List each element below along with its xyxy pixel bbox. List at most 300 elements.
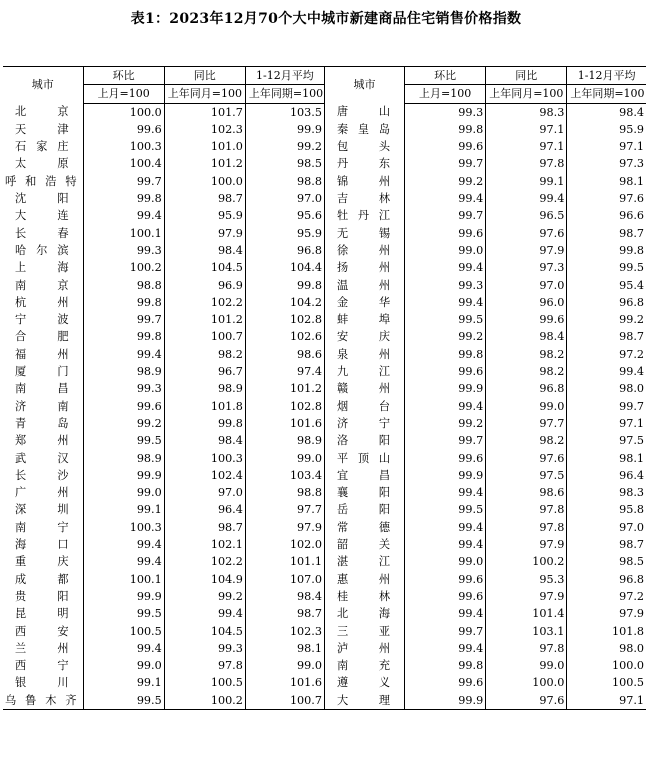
mom-value: 99.6 [405, 138, 486, 155]
table-row [3, 467, 646, 484]
avg-value: 97.9 [619, 607, 644, 621]
city-name: 哈尔滨 [3, 242, 83, 259]
table-row [3, 415, 646, 432]
yoy-value: 102.1 [164, 536, 245, 553]
table-row [3, 346, 646, 363]
mom-value: 99.4 [83, 640, 164, 657]
yoy-value: 97.8 [486, 501, 567, 518]
yoy-value: 97.0 [164, 484, 245, 501]
table-row [3, 484, 646, 501]
mom-value: 99.0 [83, 657, 164, 674]
city-name: 宁波 [3, 311, 83, 328]
city-name: 海口 [3, 536, 83, 553]
city-name: 常德 [324, 519, 404, 536]
mom-value: 98.9 [83, 363, 164, 380]
table-row [3, 155, 646, 172]
table-row [3, 432, 646, 449]
mom-value: 100.3 [83, 138, 164, 155]
table-row [3, 121, 646, 138]
avg-value: 96.8 [619, 572, 644, 586]
mom-value: 99.7 [83, 311, 164, 328]
city-name: 包头 [324, 138, 404, 155]
avg-value: 97.1 [567, 692, 646, 710]
yoy-value: 96.8 [486, 380, 567, 397]
yoy-value: 98.4 [164, 432, 245, 449]
avg-column-header-2: 1-12月平均 [567, 67, 646, 85]
city-name: 郑州 [3, 432, 83, 449]
city-name: 济宁 [324, 415, 404, 432]
mom-value: 99.6 [405, 588, 486, 605]
mom-value: 100.1 [83, 225, 164, 242]
avg-value: 97.3 [619, 157, 644, 171]
mom-value: 99.5 [405, 311, 486, 328]
yoy-value: 101.2 [164, 311, 245, 328]
city-name: 丹东 [324, 155, 404, 172]
mom-value: 99.8 [83, 328, 164, 345]
avg-value: 98.1 [619, 174, 644, 188]
yoy-value: 97.6 [486, 450, 567, 467]
yoy-value: 97.8 [164, 657, 245, 674]
avg-value: 99.9 [245, 121, 324, 138]
table-row [3, 605, 646, 622]
mom-value: 99.5 [83, 605, 164, 622]
yoy-value: 102.3 [164, 121, 245, 138]
city-name: 岳阳 [324, 501, 404, 518]
table-row [3, 450, 646, 467]
avg-value: 95.9 [245, 225, 324, 242]
city-column-header: 城市 [3, 67, 83, 104]
yoy-value: 97.8 [486, 640, 567, 657]
yoy-value: 97.7 [486, 415, 567, 432]
city-name: 长沙 [3, 467, 83, 484]
price-index-table [3, 66, 646, 710]
city-name: 金华 [324, 294, 404, 311]
yoy-column-header: 同比 [164, 67, 245, 85]
mom-column-header: 环比 [83, 67, 164, 85]
mom-value: 99.4 [83, 346, 164, 363]
city-name: 呼和浩特 [3, 173, 83, 190]
avg-value: 99.2 [619, 313, 644, 327]
city-name: 杭州 [3, 294, 83, 311]
mom-value: 99.6 [83, 398, 164, 415]
table-row [3, 138, 646, 155]
mom-value: 99.7 [405, 207, 486, 224]
avg-base-label: 上年同期=100 [245, 85, 324, 103]
yoy-value: 98.7 [164, 190, 245, 207]
city-name: 洛阳 [324, 432, 404, 449]
avg-value: 97.4 [245, 363, 324, 380]
avg-value: 103.5 [245, 103, 324, 121]
mom-value: 100.4 [83, 155, 164, 172]
yoy-value: 96.5 [486, 207, 567, 224]
yoy-value: 96.0 [486, 294, 567, 311]
yoy-value: 98.4 [486, 328, 567, 345]
table-row [3, 363, 646, 380]
avg-value: 100.0 [611, 659, 644, 673]
mom-value: 99.6 [405, 225, 486, 242]
mom-value: 99.6 [405, 674, 486, 691]
yoy-value: 97.1 [486, 121, 567, 138]
avg-value: 101.8 [611, 624, 644, 638]
city-name: 银川 [3, 674, 83, 691]
yoy-value: 101.0 [164, 138, 245, 155]
avg-value: 107.0 [245, 571, 324, 588]
city-name: 青岛 [3, 415, 83, 432]
avg-value: 102.8 [245, 311, 324, 328]
yoy-value: 96.9 [164, 277, 245, 294]
avg-value: 95.9 [619, 122, 644, 136]
yoy-value: 99.2 [164, 588, 245, 605]
mom-value: 98.9 [83, 450, 164, 467]
mom-value: 99.6 [405, 363, 486, 380]
avg-value: 96.8 [245, 242, 324, 259]
yoy-value: 102.2 [164, 553, 245, 570]
yoy-value: 99.4 [486, 190, 567, 207]
yoy-value: 102.2 [164, 294, 245, 311]
avg-value: 97.1 [619, 416, 644, 430]
avg-value: 95.4 [619, 278, 644, 292]
table-row [3, 398, 646, 415]
avg-value: 103.4 [245, 467, 324, 484]
city-name: 西宁 [3, 657, 83, 674]
city-name: 大连 [3, 207, 83, 224]
table-row [3, 259, 646, 276]
yoy-value: 96.7 [164, 363, 245, 380]
city-name: 湛江 [324, 553, 404, 570]
avg-value: 99.8 [245, 277, 324, 294]
yoy-value: 99.1 [486, 173, 567, 190]
avg-value: 97.5 [619, 434, 644, 448]
avg-value: 99.0 [245, 657, 324, 674]
city-name: 贵阳 [3, 588, 83, 605]
table-row [3, 242, 646, 259]
city-name: 北海 [324, 605, 404, 622]
city-name: 长春 [3, 225, 83, 242]
table-title: 表1：2023年12月70个大中城市新建商品住宅销售价格指数 [130, 11, 522, 27]
yoy-value: 97.6 [486, 225, 567, 242]
avg-value: 98.4 [619, 105, 644, 119]
avg-value: 99.4 [619, 365, 644, 379]
yoy-base-label-2: 上年同月=100 [486, 85, 567, 103]
table-row [3, 623, 646, 640]
avg-value: 97.9 [245, 519, 324, 536]
mom-value: 99.3 [405, 277, 486, 294]
yoy-value: 98.2 [486, 363, 567, 380]
avg-value: 98.5 [619, 555, 644, 569]
city-name: 福州 [3, 346, 83, 363]
table-row [3, 588, 646, 605]
avg-value: 98.7 [619, 226, 644, 240]
mom-value: 99.2 [405, 328, 486, 345]
yoy-value: 101.8 [164, 398, 245, 415]
mom-value: 99.4 [405, 605, 486, 622]
table-row [3, 501, 646, 518]
yoy-value: 104.5 [164, 259, 245, 276]
avg-value: 101.6 [245, 415, 324, 432]
yoy-value: 97.6 [486, 692, 567, 710]
city-name: 唐山 [324, 103, 404, 121]
city-name: 南昌 [3, 380, 83, 397]
yoy-base-label: 上年同月=100 [164, 85, 245, 103]
city-name: 厦门 [3, 363, 83, 380]
mom-value: 99.8 [405, 121, 486, 138]
yoy-value: 102.4 [164, 467, 245, 484]
table-row [3, 674, 646, 691]
yoy-value: 98.2 [486, 346, 567, 363]
table-row [3, 207, 646, 224]
avg-value: 102.0 [245, 536, 324, 553]
city-name: 九江 [324, 363, 404, 380]
mom-value: 99.0 [405, 553, 486, 570]
mom-value: 98.8 [83, 277, 164, 294]
avg-value: 100.5 [611, 676, 644, 690]
yoy-value: 100.7 [164, 328, 245, 345]
city-name: 徐州 [324, 242, 404, 259]
city-name: 广州 [3, 484, 83, 501]
avg-base-label-2: 上年同期=100 [567, 85, 646, 103]
yoy-value: 98.3 [486, 103, 567, 121]
avg-value: 98.8 [245, 484, 324, 501]
city-name: 扬州 [324, 259, 404, 276]
city-name: 重庆 [3, 553, 83, 570]
table-row [3, 380, 646, 397]
avg-value: 101.6 [245, 674, 324, 691]
yoy-value: 95.3 [486, 571, 567, 588]
city-name: 沈阳 [3, 190, 83, 207]
yoy-value: 97.9 [486, 242, 567, 259]
yoy-value: 100.0 [486, 674, 567, 691]
city-name: 乌鲁木齐 [3, 692, 83, 710]
mom-base-label-2: 上月=100 [405, 85, 486, 103]
mom-value: 99.9 [405, 692, 486, 710]
mom-value: 99.3 [83, 380, 164, 397]
avg-value: 98.5 [245, 155, 324, 172]
yoy-value: 96.4 [164, 501, 245, 518]
city-name: 兰州 [3, 640, 83, 657]
city-name: 上海 [3, 259, 83, 276]
yoy-value: 98.9 [164, 380, 245, 397]
table-row [3, 640, 646, 657]
city-name: 大理 [324, 692, 404, 710]
mom-value: 99.4 [405, 640, 486, 657]
table-row [3, 225, 646, 242]
mom-value: 100.5 [83, 623, 164, 640]
city-name: 武汉 [3, 450, 83, 467]
mom-value: 99.5 [83, 692, 164, 710]
avg-value: 98.1 [245, 640, 324, 657]
avg-value: 98.7 [619, 538, 644, 552]
mom-value: 100.1 [83, 571, 164, 588]
avg-value: 98.3 [619, 486, 644, 500]
yoy-value: 98.2 [164, 346, 245, 363]
city-name: 南充 [324, 657, 404, 674]
mom-value: 99.6 [405, 450, 486, 467]
yoy-value: 104.9 [164, 571, 245, 588]
mom-value: 99.3 [83, 242, 164, 259]
table-row [3, 328, 646, 345]
mom-value: 99.7 [83, 173, 164, 190]
avg-value: 98.0 [619, 641, 644, 655]
yoy-value: 97.9 [486, 536, 567, 553]
mom-value: 99.7 [405, 432, 486, 449]
avg-value: 98.6 [245, 346, 324, 363]
city-name: 吉林 [324, 190, 404, 207]
mom-value: 99.9 [83, 467, 164, 484]
city-name: 天津 [3, 121, 83, 138]
mom-value: 99.4 [405, 190, 486, 207]
yoy-value: 99.3 [164, 640, 245, 657]
yoy-value: 97.0 [486, 277, 567, 294]
yoy-value: 99.4 [164, 605, 245, 622]
avg-value: 99.8 [619, 243, 644, 257]
avg-value: 102.6 [245, 328, 324, 345]
avg-value: 98.1 [619, 451, 644, 465]
city-name: 泉州 [324, 346, 404, 363]
mom-value: 99.2 [83, 415, 164, 432]
city-name: 锦州 [324, 173, 404, 190]
city-name: 秦皇岛 [324, 121, 404, 138]
mom-base-label: 上月=100 [83, 85, 164, 103]
table-body [3, 103, 646, 709]
avg-value: 95.8 [619, 503, 644, 517]
avg-value: 102.3 [245, 623, 324, 640]
yoy-value: 101.4 [486, 605, 567, 622]
mom-value: 99.4 [405, 484, 486, 501]
yoy-value: 98.2 [486, 432, 567, 449]
mom-value: 99.0 [83, 484, 164, 501]
avg-value: 96.4 [619, 468, 644, 482]
avg-value: 96.8 [619, 295, 644, 309]
yoy-value: 95.9 [164, 207, 245, 224]
avg-value: 98.0 [619, 382, 644, 396]
yoy-value: 100.5 [164, 674, 245, 691]
city-name: 深圳 [3, 501, 83, 518]
table-row [3, 553, 646, 570]
mom-value: 100.0 [83, 103, 164, 121]
avg-value: 104.2 [245, 294, 324, 311]
yoy-column-header-2: 同比 [486, 67, 567, 85]
yoy-value: 98.6 [486, 484, 567, 501]
city-name: 韶关 [324, 536, 404, 553]
mom-value: 99.2 [405, 173, 486, 190]
avg-column-header: 1-12月平均 [245, 67, 324, 85]
yoy-value: 97.9 [486, 588, 567, 605]
yoy-value: 97.5 [486, 467, 567, 484]
city-name: 昆明 [3, 605, 83, 622]
table-row [3, 311, 646, 328]
mom-value: 99.7 [405, 155, 486, 172]
city-name: 南京 [3, 277, 83, 294]
city-name: 襄阳 [324, 484, 404, 501]
city-name: 太原 [3, 155, 83, 172]
yoy-value: 97.8 [486, 155, 567, 172]
mom-value: 99.4 [83, 553, 164, 570]
avg-value: 98.8 [245, 173, 324, 190]
yoy-value: 99.0 [486, 657, 567, 674]
avg-value: 101.1 [245, 553, 324, 570]
avg-value: 104.4 [245, 259, 324, 276]
city-name: 烟台 [324, 398, 404, 415]
yoy-value: 97.3 [486, 259, 567, 276]
yoy-value: 104.5 [164, 623, 245, 640]
table-row [3, 692, 646, 710]
city-name: 石家庄 [3, 138, 83, 155]
avg-value: 97.0 [245, 190, 324, 207]
city-name: 成都 [3, 571, 83, 588]
mom-value: 99.1 [83, 501, 164, 518]
mom-value: 99.6 [83, 121, 164, 138]
yoy-value: 98.7 [164, 519, 245, 536]
mom-value: 99.7 [405, 623, 486, 640]
table-row [3, 536, 646, 553]
yoy-value: 99.8 [164, 415, 245, 432]
yoy-value: 101.2 [164, 155, 245, 172]
mom-value: 99.3 [405, 103, 486, 121]
mom-value: 99.8 [83, 190, 164, 207]
avg-value: 98.9 [245, 432, 324, 449]
yoy-value: 97.9 [164, 225, 245, 242]
table-row [3, 294, 646, 311]
mom-value: 99.5 [83, 432, 164, 449]
avg-value: 98.4 [245, 588, 324, 605]
mom-value: 99.0 [405, 242, 486, 259]
avg-value: 102.8 [245, 398, 324, 415]
city-name: 三亚 [324, 623, 404, 640]
avg-value: 95.6 [245, 207, 324, 224]
yoy-value: 97.8 [486, 519, 567, 536]
avg-value: 101.2 [245, 380, 324, 397]
avg-value: 98.7 [245, 605, 324, 622]
avg-value: 97.7 [245, 501, 324, 518]
yoy-value: 103.1 [486, 623, 567, 640]
avg-value: 98.7 [619, 330, 644, 344]
mom-value: 99.8 [405, 657, 486, 674]
city-name: 温州 [324, 277, 404, 294]
mom-value: 99.4 [405, 398, 486, 415]
mom-value: 100.3 [83, 519, 164, 536]
avg-value: 100.7 [245, 692, 324, 710]
avg-value: 99.5 [619, 261, 644, 275]
avg-value: 97.2 [619, 589, 644, 603]
city-name: 合肥 [3, 328, 83, 345]
avg-value: 99.7 [619, 399, 644, 413]
mom-value: 99.4 [405, 519, 486, 536]
city-name: 惠州 [324, 571, 404, 588]
city-name: 济南 [3, 398, 83, 415]
city-name: 赣州 [324, 380, 404, 397]
mom-value: 99.9 [405, 467, 486, 484]
avg-value: 96.6 [619, 209, 644, 223]
city-name: 无锡 [324, 225, 404, 242]
city-name: 牡丹江 [324, 207, 404, 224]
mom-value: 99.6 [405, 571, 486, 588]
city-name: 安庆 [324, 328, 404, 345]
yoy-value: 99.0 [486, 398, 567, 415]
city-name: 宜昌 [324, 467, 404, 484]
city-name: 北京 [3, 103, 83, 121]
mom-value: 99.4 [405, 294, 486, 311]
yoy-value: 97.1 [486, 138, 567, 155]
avg-value: 97.0 [619, 520, 644, 534]
avg-value: 97.1 [619, 140, 644, 154]
table-row [3, 173, 646, 190]
mom-value: 99.4 [83, 536, 164, 553]
table-row [3, 657, 646, 674]
yoy-value: 100.3 [164, 450, 245, 467]
table-row [3, 190, 646, 207]
table-row [3, 103, 646, 121]
mom-value: 99.9 [83, 588, 164, 605]
